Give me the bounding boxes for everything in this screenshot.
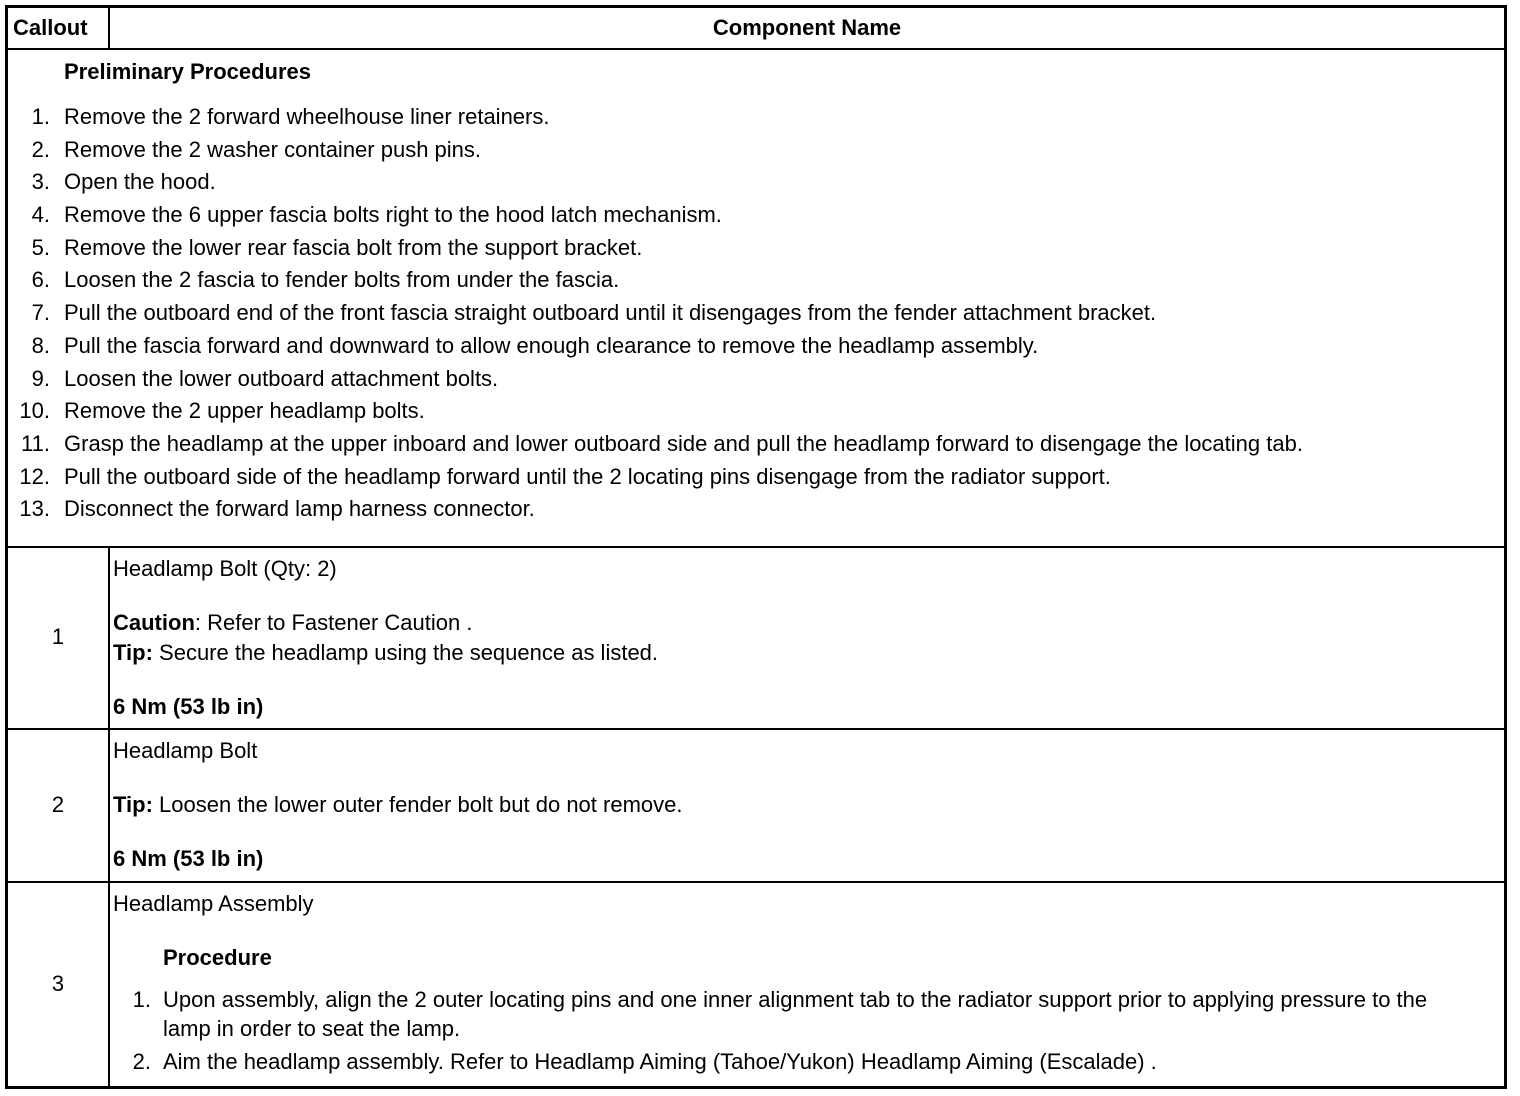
tip-label: Tip: [113, 791, 153, 817]
step-number: 1. [132, 986, 151, 1012]
component-detail [109, 729, 1506, 882]
component-detail [109, 882, 1506, 1088]
procedure-steps-list [113, 985, 1504, 1076]
step-number: 13. [19, 496, 50, 522]
component-name: Headlamp Bolt (Qty: 2) [113, 555, 337, 581]
list-item [8, 166, 1504, 199]
component-detail [109, 547, 1506, 729]
table-row [7, 882, 1506, 1088]
list-item [8, 330, 1504, 363]
step-text: Remove the 2 washer container push pins. [64, 136, 482, 162]
procedure-title: Procedure [163, 944, 272, 970]
list-item [113, 985, 1504, 1043]
list-item [8, 134, 1504, 167]
step-number: 9. [31, 365, 50, 391]
step-text: Loosen the 2 fascia to fender bolts from under the fascia. [64, 267, 620, 293]
component-name: Headlamp Bolt [113, 737, 258, 763]
step-number: 1. [31, 104, 50, 129]
step-number: 8. [31, 332, 50, 358]
tip-text: Loosen the lower outer fender bolt but do not remove. [152, 791, 683, 817]
list-item [8, 232, 1504, 265]
table-header-row [7, 7, 1506, 50]
step-text: Disconnect the forward lamp harness connector. [64, 496, 535, 522]
step-text: Remove the 6 upper fascia bolts right to the hood latch mechanism. [64, 202, 722, 228]
callout-number: 1 [7, 547, 110, 729]
torque-spec: 6 Nm (53 lb in) [113, 693, 264, 719]
step-text: Remove the 2 upper headlamp bolts. [64, 398, 425, 424]
step-text: Remove the 2 forward wheelhouse liner retainers. [64, 104, 550, 129]
tip-label: Tip: [113, 639, 153, 665]
preliminary-steps-list [8, 101, 1504, 526]
component-name-column-header: Component Name [109, 7, 1506, 50]
preliminary-procedures-row [7, 49, 1506, 547]
step-text: Open the hood. [64, 169, 216, 195]
callout-number: 2 [7, 729, 110, 882]
tip-note [113, 790, 1504, 820]
list-item [8, 199, 1504, 232]
step-number: 6. [31, 267, 50, 293]
step-number: 2. [31, 136, 50, 162]
step-number: 7. [31, 300, 50, 326]
preliminary-procedures [8, 50, 1504, 530]
list-item [8, 101, 1504, 134]
step-text: Pull the fascia forward and downward to allow enough clearance to remove the headlamp assembly. [64, 332, 1039, 358]
step-text: Pull the outboard side of the headlamp forward until the 2 locating pins disengage from the radiator support. [64, 463, 1111, 489]
step-number: 12. [19, 463, 50, 489]
step-number: 5. [31, 234, 50, 260]
component-name: Headlamp Assembly [113, 890, 314, 916]
step-text: Loosen the lower outboard attachment bolts. [64, 365, 499, 391]
preliminary-procedures-cell [7, 49, 1506, 547]
step-number: 2. [132, 1048, 151, 1074]
list-item [8, 363, 1504, 396]
step-text: Pull the outboard end of the front fascia straight outboard until it disengages from the fender attachment bracket. [64, 300, 1157, 326]
step-number: 10. [19, 398, 50, 424]
step-text: Aim the headlamp assembly. Refer to Headlamp Aiming (Tahoe/Yukon) Headlamp Aiming (Escalade) . [163, 1048, 1157, 1074]
tip-text: Secure the headlamp using the sequence as listed. [152, 639, 659, 665]
list-item [8, 461, 1504, 494]
step-number: 3. [31, 169, 50, 195]
callout-column-header: Callout [7, 7, 110, 50]
caution-text: : Refer to Fastener Caution . [194, 609, 473, 635]
list-item [8, 395, 1504, 428]
tip-note [113, 638, 1504, 668]
table-row [7, 729, 1506, 882]
table-row [7, 547, 1506, 729]
step-text: Remove the lower rear fascia bolt from the support bracket. [64, 234, 643, 260]
step-number: 11. [21, 430, 50, 456]
list-item [8, 297, 1504, 330]
torque-spec: 6 Nm (53 lb in) [113, 845, 264, 871]
caution-note [113, 608, 1504, 638]
step-text: Grasp the headlamp at the upper inboard and lower outboard side and pull the headlamp forward to disengage the locating tab. [64, 430, 1303, 456]
list-item [8, 493, 1504, 526]
step-text: Upon assembly, align the 2 outer locating pins and one inner alignment tab to the radiator support prior to applying pressure to the lamp in order to seat the lamp. [163, 986, 1428, 1041]
step-number: 4. [31, 202, 50, 228]
list-item [8, 428, 1504, 461]
caution-label: Caution [113, 609, 195, 635]
list-item [8, 264, 1504, 297]
list-item [113, 1047, 1504, 1076]
preliminary-procedures-title: Preliminary Procedures [64, 59, 312, 84]
callout-number: 3 [7, 882, 110, 1088]
component-table [5, 5, 1507, 1089]
